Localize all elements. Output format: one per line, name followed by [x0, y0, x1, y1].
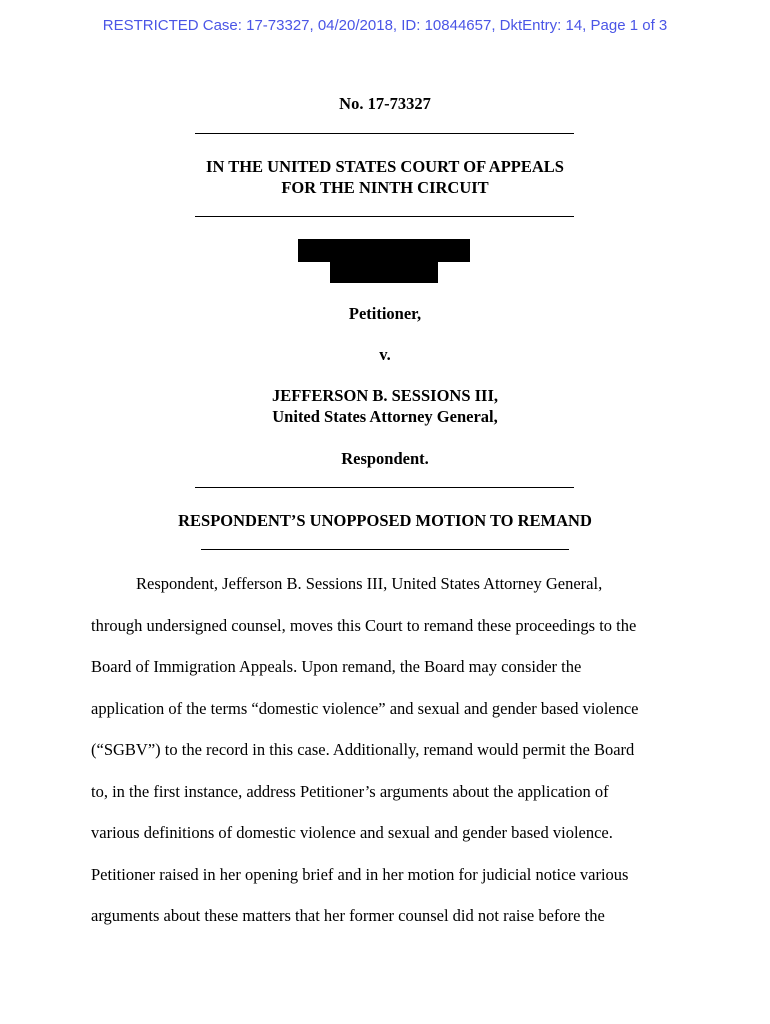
body-line: application of the terms “domestic violence” and sexual and gender based violence — [91, 698, 639, 718]
restricted-banner: RESTRICTED Case: 17-73327, 04/20/2018, ID: 10844657, DktEntry: 14, Page 1 of 3 — [102, 17, 668, 34]
divider-rule — [201, 549, 569, 550]
divider-rule — [195, 133, 574, 134]
respondent-label: Respondent. — [341, 449, 429, 468]
court-name-line2: FOR THE NINTH CIRCUIT — [281, 178, 489, 197]
divider-rule — [195, 487, 574, 488]
body-line: Board of Immigration Appeals. Upon remand, the Board may consider the — [91, 657, 582, 676]
respondent-name: JEFFERSON B. SESSIONS III, — [271, 386, 499, 405]
versus-label: v. — [379, 345, 391, 364]
body-line: Respondent, Jefferson B. Sessions III, United States Attorney General, — [136, 574, 603, 593]
redaction-block — [330, 260, 438, 283]
motion-body — [91, 563, 691, 937]
case-number: No. 17-73327 — [339, 94, 431, 113]
divider-rule — [195, 216, 574, 217]
redaction-block — [298, 239, 470, 262]
body-line: (“SGBV”) to the record in this case. Additionally, remand would permit the Board — [91, 740, 635, 759]
petitioner-label: Petitioner, — [348, 304, 422, 323]
motion-title: RESPONDENT’S UNOPPOSED MOTION TO REMAND — [178, 511, 592, 530]
body-line: through undersigned counsel, moves this Court to remand these proceedings to the — [91, 615, 637, 635]
body-line: to, in the first instance, address Petitioner’s arguments about the application of — [91, 781, 609, 801]
body-line: arguments about these matters that her former counsel did not raise before the — [91, 906, 605, 925]
respondent-title: United States Attorney General, — [272, 407, 498, 426]
body-line: Petitioner raised in her opening brief and in her motion for judicial notice various — [91, 864, 629, 884]
body-line: various definitions of domestic violence and sexual and gender based violence. — [91, 823, 613, 842]
court-name-line1: IN THE UNITED STATES COURT OF APPEALS — [206, 157, 564, 176]
